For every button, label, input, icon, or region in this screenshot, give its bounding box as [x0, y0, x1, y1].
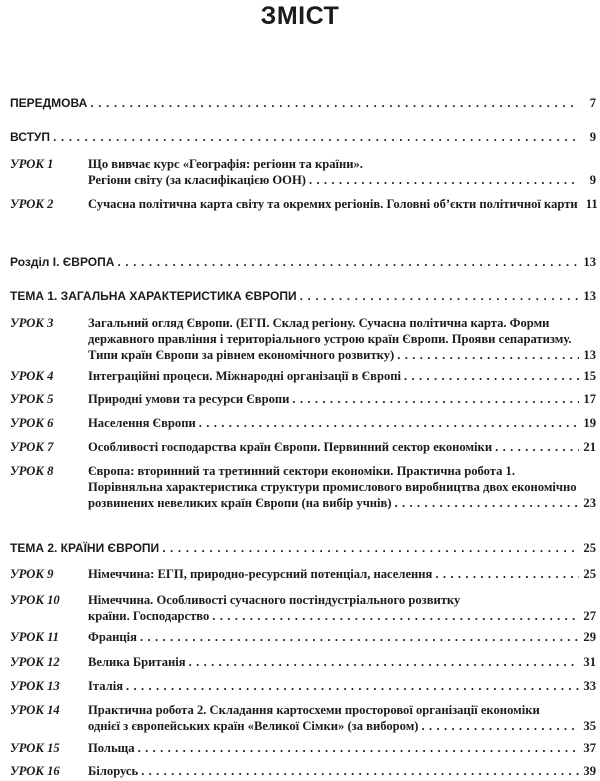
- entry-title-line: Природні умови та ресурси Європи: [88, 392, 290, 406]
- page-number: 25: [583, 541, 596, 555]
- lesson-label: УРОК 13: [10, 679, 60, 693]
- entry-title-line: Франція: [88, 630, 137, 644]
- page-number: 31: [583, 655, 596, 669]
- dot-leader: [309, 173, 579, 189]
- entry-title-line: розвинених невеликих країн Європи (на вибір учнів): [88, 495, 392, 510]
- entry-title-line: Загальний огляд Європи. (ЕГП. Склад регіону. Сучасна політична карта. Форми: [88, 316, 550, 330]
- dot-leader: [404, 369, 579, 385]
- entry-title-line: Розділ І. ЄВРОПА: [10, 255, 115, 269]
- page-title: ЗМІСТ: [260, 2, 340, 30]
- lesson-label: УРОК 4: [10, 369, 54, 383]
- lesson-label: УРОК 3: [10, 316, 54, 330]
- page-number: 15: [583, 369, 596, 383]
- entry-title-line: Типи країн Європи за рівнем економічного розвитку): [88, 347, 395, 362]
- page-number: 21: [583, 440, 596, 454]
- dot-leader: [395, 496, 579, 512]
- entry-title-line: Інтеграційні процеси. Міжнародні організації в Європі: [88, 369, 402, 383]
- dot-leader: [300, 289, 579, 305]
- page-number: 19: [583, 416, 596, 430]
- lesson-label: УРОК 15: [10, 741, 60, 755]
- lesson-label: УРОК 7: [10, 440, 54, 454]
- dot-leader: [141, 764, 579, 780]
- page-number: 7: [589, 96, 596, 110]
- page-number: 13: [583, 347, 596, 362]
- page-number: 33: [583, 679, 596, 693]
- dot-leader: [53, 130, 579, 146]
- dot-leader: [292, 392, 579, 408]
- entry-title-line: однієї з європейських країн «Великої Сімки» (за вибором): [88, 718, 419, 733]
- lesson-label: УРОК 9: [10, 567, 54, 581]
- entry-title-line: Порівняльна характеристика структури промислового виробництва двох економічно: [88, 479, 577, 494]
- dot-leader: [162, 541, 579, 557]
- page-number: 29: [583, 630, 596, 644]
- entry-title-line: Білорусь: [88, 764, 139, 778]
- dot-leader: [138, 741, 579, 757]
- lesson-label: УРОК 10: [10, 593, 60, 607]
- entry-title-line: Сучасна політична карта світу та окремих регіонів. Головні об’єкти політичної карти: [88, 197, 578, 211]
- page-number: 9: [589, 130, 596, 144]
- dot-leader: [199, 416, 579, 432]
- lesson-label: УРОК 11: [10, 630, 59, 644]
- entry-title-line: Італія: [88, 679, 124, 693]
- entry-title-line: Населення Європи: [88, 416, 196, 430]
- lesson-label: УРОК 8: [10, 464, 54, 478]
- lesson-label: УРОК 14: [10, 703, 60, 717]
- entry-title-line: ТЕМА 1. ЗАГАЛЬНА ХАРАКТЕРИСТИКА ЄВРОПИ: [10, 289, 297, 303]
- lesson-label: УРОК 2: [10, 197, 54, 211]
- entry-title-line: країни. Господарство: [88, 608, 210, 623]
- lesson-label: УРОК 1: [10, 157, 54, 171]
- page-number: 9: [589, 172, 596, 187]
- entry-title-line: Регіони світу (за класифікацією ООН): [88, 172, 306, 187]
- page-number: 27: [583, 608, 596, 623]
- entry-title-line: Особливості господарства країн Європи. Первинний сектор економіки: [88, 440, 493, 454]
- entry-title-line: Європа: вторинний та третинний сектори економіки. Практична робота 1.: [88, 464, 515, 478]
- page-number: 39: [583, 764, 596, 778]
- entry-title-line: Польща: [88, 741, 135, 755]
- entry-title-line: Практична робота 2. Складання картосхеми просторової організації економіки: [88, 703, 540, 717]
- dot-leader: [435, 567, 579, 583]
- dot-leader: [495, 440, 579, 456]
- entry-title-line: Що вивчає курс «Географія: регіони та країни».: [88, 157, 363, 171]
- dot-leader: [117, 255, 579, 271]
- entry-title-line: Німеччина: ЕГП, природно-ресурсний потенціал, населення: [88, 567, 433, 581]
- page-number: 13: [583, 289, 596, 303]
- entry-title-line: ВСТУП: [10, 130, 50, 144]
- entry-title-line: державного правління і територіального устрою країн Європи. Прояви сепаратизму.: [88, 331, 572, 346]
- dot-leader: [140, 630, 579, 646]
- dot-leader: [189, 655, 579, 671]
- lesson-label: УРОК 12: [10, 655, 60, 669]
- lesson-label: УРОК 16: [10, 764, 60, 778]
- dot-leader: [397, 348, 579, 364]
- lesson-label: УРОК 6: [10, 416, 54, 430]
- page-number: 17: [583, 392, 596, 406]
- entry-title-line: ПЕРЕДМОВА: [10, 96, 88, 110]
- entry-title-line: Німеччина. Особливості сучасного постіндустріального розвитку: [88, 593, 461, 607]
- dot-leader: [126, 679, 579, 695]
- dot-leader: [212, 609, 579, 625]
- dot-leader: [421, 719, 579, 735]
- entry-title-line: ТЕМА 2. КРАЇНИ ЄВРОПИ: [10, 541, 160, 555]
- lesson-label: УРОК 5: [10, 392, 54, 406]
- page-number: 11: [585, 197, 598, 211]
- entry-title-line: Велика Британія: [88, 655, 186, 669]
- page-number: 37: [583, 741, 596, 755]
- page-number: 13: [583, 255, 596, 269]
- dot-leader: [90, 96, 579, 112]
- page-number: 25: [583, 567, 596, 581]
- page-number: 35: [583, 718, 596, 733]
- page-number: 23: [583, 495, 596, 510]
